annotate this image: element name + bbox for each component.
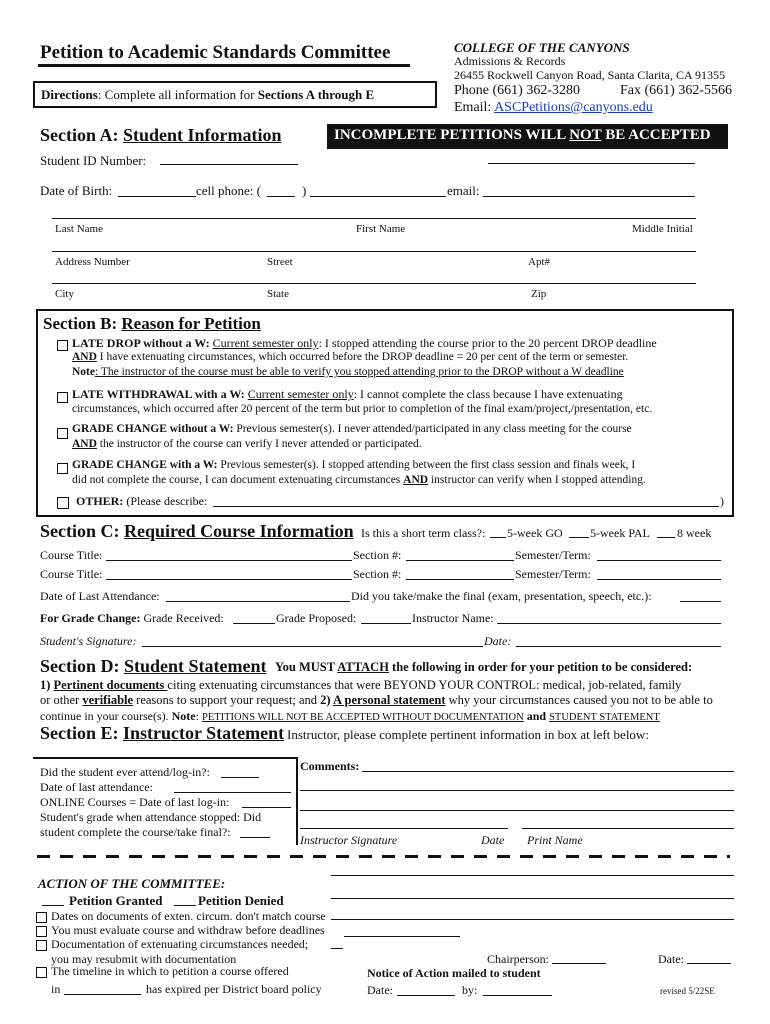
grade-change-w-checkbox[interactable] — [57, 463, 68, 474]
dates-mismatch-checkbox[interactable] — [36, 912, 47, 923]
grade-change-w-line2: did not complete the course, I can document extenuating circumstances AND instructor can verify when I stopped attending. — [72, 474, 646, 486]
section-b-heading: Section B: Reason for Petition — [43, 314, 261, 333]
course-title-field-1[interactable] — [106, 560, 352, 561]
comments-line-2[interactable] — [300, 790, 734, 791]
chair-date-field[interactable] — [687, 963, 731, 964]
other-description-field[interactable] — [213, 506, 719, 507]
incomplete-banner-text: INCOMPLETE PETITIONS WILL NOT BE ACCEPTED — [334, 127, 711, 143]
cell-phone-field[interactable] — [310, 196, 446, 197]
student-id-field[interactable] — [160, 164, 298, 165]
final-question-label: Did you take/make the final (exam, presentation, speech, etc.): — [351, 589, 652, 603]
dates-mismatch-label: Dates on documents of exten. circum. don't match course — [51, 909, 326, 923]
pal-label: 5-week PAL — [590, 526, 650, 540]
notice-date-label: Date: — [367, 983, 393, 997]
last-attend-question: Date of last attendance: — [40, 780, 153, 794]
final-answer-field[interactable] — [680, 601, 721, 602]
short-term-label: Is this a short term class?: — [361, 526, 486, 540]
go-field[interactable] — [490, 537, 506, 538]
semester-label-2: Semester/Term: — [515, 567, 591, 581]
notice-by-label: by: — [462, 983, 478, 997]
email-label: email: — [447, 183, 480, 198]
eight-week-label: 8 week — [677, 526, 712, 540]
student-id-label: Student ID Number: — [40, 153, 147, 168]
late-withdrawal-checkbox[interactable] — [57, 392, 68, 403]
last-attend-field[interactable] — [174, 792, 291, 793]
committee-line-2[interactable] — [331, 898, 734, 899]
address-field[interactable] — [52, 251, 696, 252]
semester-field-1[interactable] — [597, 560, 721, 561]
documentation-needed-label: Documentation of extenuating circumstances needed; — [51, 937, 309, 951]
college-fax: Fax (661) 362-5566 — [620, 83, 732, 98]
page-title: Petition to Academic Standards Committee — [40, 42, 391, 63]
student-date-field[interactable] — [516, 646, 721, 647]
city-label: City — [55, 288, 74, 300]
pal-field[interactable] — [569, 537, 589, 538]
grade-proposed-label: Grade Proposed: — [276, 611, 357, 625]
grade-change-w-line1: GRADE CHANGE with a W: Previous semester(s). I stopped attending between the first class session and finals week, I — [72, 459, 636, 471]
complete-question: student complete the course/take final?: — [40, 825, 231, 839]
print-name-line[interactable] — [522, 828, 734, 829]
grade-change-no-w-checkbox[interactable] — [57, 428, 68, 439]
other-checkbox[interactable] — [57, 497, 69, 509]
late-withdrawal-line1: LATE WITHDRAWAL with a W: Current semester only: I cannot complete the class because I have extenuating — [72, 387, 623, 401]
late-drop-line2: AND I have extenuating circumstances, which occurred before the DROP deadline = 20 per cent of the term or semester. — [72, 351, 629, 363]
email-field[interactable] — [483, 196, 695, 197]
course-title-field-2[interactable] — [106, 579, 352, 580]
semester-label-1: Semester/Term: — [515, 548, 591, 562]
section-label-2: Section #: — [353, 567, 402, 581]
first-name-label: First Name — [356, 223, 406, 235]
notice-label: Notice of Action mailed to student — [367, 966, 541, 980]
timeline-in-label: in — [51, 982, 61, 996]
granted-field[interactable] — [42, 905, 64, 906]
comments-line-3[interactable] — [300, 810, 734, 811]
petition-granted-label: Petition Granted — [69, 893, 163, 908]
evaluate-course-label: You must evaluate course and withdraw before deadlines — [51, 923, 325, 937]
apt-label: Apt# — [528, 256, 550, 268]
instructor-name-field[interactable] — [497, 623, 721, 624]
signature-line[interactable] — [300, 828, 508, 829]
college-email: Email: ASCPetitions@canyons.edu — [454, 100, 653, 115]
section-field-1[interactable] — [406, 560, 514, 561]
email-link[interactable]: ASCPetitions@canyons.edu — [494, 100, 653, 115]
state-label: State — [267, 288, 289, 300]
section-e-subtitle: Instructor, please complete pertinent information in box at left below: — [287, 727, 649, 742]
denied-field[interactable] — [174, 905, 196, 906]
blank-field-top[interactable] — [488, 163, 695, 164]
section-label-1: Section #: — [353, 548, 402, 562]
online-field[interactable] — [242, 807, 291, 808]
title-underline — [38, 64, 410, 67]
area-code-field[interactable] — [267, 196, 295, 197]
section-d-heading: Section D: Student Statement — [40, 656, 267, 676]
cell-close: ) — [302, 183, 307, 198]
student-signature-field[interactable] — [142, 646, 483, 647]
petition-denied-label: Petition Denied — [198, 893, 284, 908]
revised-note: revised 5/22SE — [660, 986, 715, 996]
late-withdrawal-line2: circumstances, which occurred after 20 percent of the term but prior to completion of the final exam/project,/presentation, etc. — [72, 403, 653, 415]
zip-label: Zip — [531, 288, 547, 300]
online-question: ONLINE Courses = Date of last log-in: — [40, 795, 230, 809]
other-label: OTHER: (Please describe: — [76, 494, 208, 508]
attend-question: Did the student ever attend/log-in?: — [40, 765, 210, 779]
dob-label: Date of Birth: — [40, 183, 113, 198]
section-e-heading: Section E: Instructor Statement — [40, 723, 285, 743]
timeline-rest-label: has expired per District board policy — [146, 982, 322, 996]
grade-received-field[interactable] — [233, 623, 275, 624]
grade-proposed-field[interactable] — [361, 623, 411, 624]
chairperson-label: Chairperson: — [487, 952, 549, 966]
committee-line-3[interactable] — [331, 919, 734, 920]
cell-label: cell phone: ( — [196, 183, 261, 198]
section-a-heading: Section A: Student Information — [40, 125, 282, 145]
college-phone: Phone (661) 362-3280 — [454, 83, 580, 98]
eight-week-field[interactable] — [657, 537, 675, 538]
city-field[interactable] — [52, 283, 696, 284]
notice-by-field[interactable] — [483, 995, 552, 996]
committee-title: ACTION OF THE COMMITTEE: — [38, 876, 226, 891]
timeline-checkbox[interactable] — [36, 967, 47, 978]
notice-date-field[interactable] — [397, 995, 455, 996]
late-drop-line3: Note: The instructor of the course must be able to verify you stopped attending prior to the DROP without a W deadline — [72, 366, 624, 378]
attend-answer-field[interactable] — [221, 777, 259, 778]
timeline-label: The timeline in which to petition a course offered — [51, 964, 289, 978]
semester-field-2[interactable] — [597, 579, 721, 580]
last-attendance-label: Date of Last Attendance: — [40, 589, 160, 603]
evaluate-course-field[interactable] — [344, 936, 460, 937]
section-d-line1: 1) Pertinent documents citing extenuating circumstances that were BEYOND YOUR CONTROL: medical, job-related, family — [40, 678, 682, 692]
dob-field[interactable] — [118, 196, 196, 197]
student-signature-label: Student's Signature: — [40, 634, 137, 648]
documentation-needed-checkbox[interactable] — [36, 940, 47, 951]
instructor-name-label: Instructor Name: — [412, 611, 494, 625]
section-c-heading: Section C: Required Course Information — [40, 521, 354, 541]
must-attach-text: You MUST ATTACH the following in order for your petition to be considered: — [275, 660, 693, 674]
college-name: COLLEGE OF THE CANYONS — [454, 40, 630, 55]
section-d-line3: continue in your course(s). Note: PETITIONS WILL NOT BE ACCEPTED WITHOUT DOCUMENTATION and STUDENT STATEMENT — [40, 709, 660, 723]
address-number-label: Address Number — [55, 256, 130, 268]
course-title-label-2: Course Title: — [40, 567, 103, 581]
name-field[interactable] — [52, 218, 696, 219]
go-label: 5-week GO — [507, 526, 563, 540]
grade-change-row: For Grade Change: Grade Received: — [40, 611, 224, 625]
resubmit-label: you may resubmit with documentation — [51, 952, 237, 966]
other-close-paren: ) — [720, 494, 724, 508]
late-drop-line1: LATE DROP without a W: Current semester only: I stopped attending the course prior to the 20 percent DROP deadline — [72, 336, 657, 350]
student-date-label: Date: — [484, 634, 512, 648]
grade-question: Student's grade when attendance stopped: Did — [40, 810, 262, 824]
street-label: Street — [267, 256, 293, 268]
grade-change-no-w-line1: GRADE CHANGE without a W: Previous semester(s). I never attended/participated in any class meeting for the course — [72, 423, 632, 435]
course-title-label-1: Course Title: — [40, 548, 103, 562]
directions-text: Directions: Complete all information for Sections A through E — [41, 87, 375, 102]
timeline-field[interactable] — [64, 994, 141, 995]
grade-change-no-w-line2: AND the instructor of the course can verify I never attended or participated. — [72, 438, 422, 450]
documentation-field[interactable] — [331, 948, 343, 949]
last-name-label: Last Name — [55, 223, 103, 235]
evaluate-course-checkbox[interactable] — [36, 926, 47, 937]
college-dept: Admissions & Records — [454, 54, 566, 68]
instructor-signature-label: Instructor Signature — [300, 833, 398, 847]
chair-date-label: Date: — [658, 952, 684, 966]
committee-line-1[interactable] — [331, 875, 734, 876]
print-name-label: Print Name — [527, 833, 583, 847]
middle-initial-label: Middle Initial — [632, 223, 693, 235]
complete-field[interactable] — [240, 837, 270, 838]
college-address: 26455 Rockwell Canyon Road, Santa Clarita, CA 91355 — [454, 68, 725, 82]
comments-line-1[interactable] — [362, 771, 734, 772]
instructor-date-label: Date — [481, 833, 505, 847]
dashed-separator — [37, 855, 730, 858]
chairperson-field[interactable] — [552, 963, 606, 964]
section-field-2[interactable] — [406, 579, 514, 580]
comments-label: Comments: — [300, 759, 360, 773]
section-d-line2: or other verifiable reasons to support your request; and 2) A personal statement why your circumstances caused you not to be able to — [40, 693, 713, 707]
last-attendance-field[interactable] — [166, 601, 350, 602]
late-drop-checkbox[interactable] — [57, 340, 68, 351]
